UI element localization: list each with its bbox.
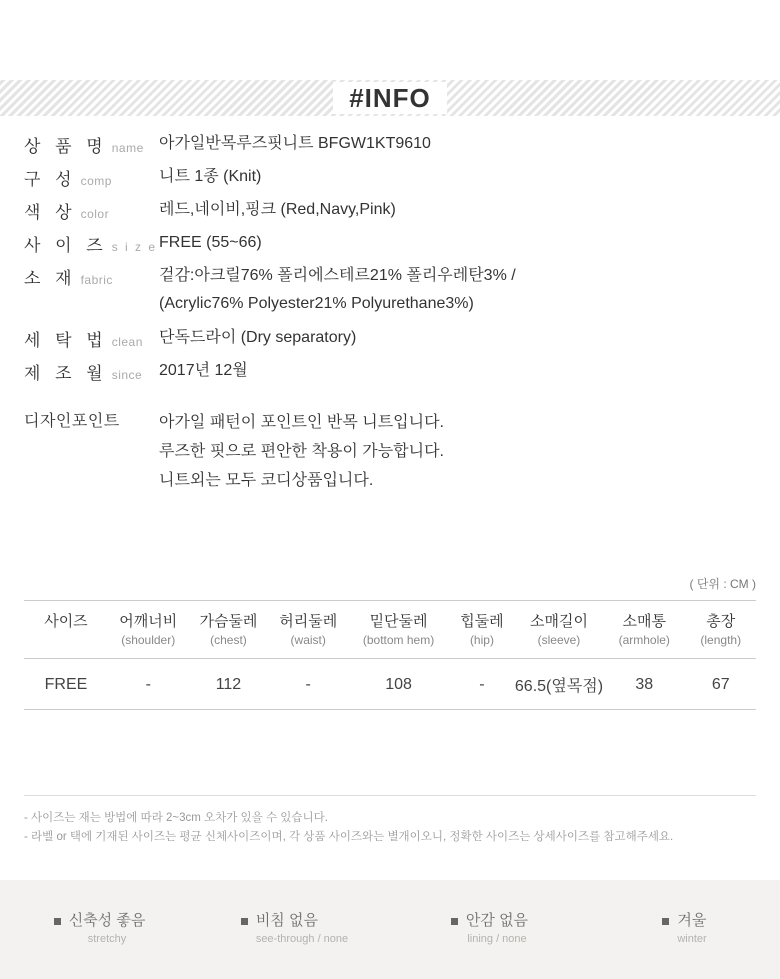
spec-row-fabric [24,264,756,316]
spec-label [24,198,159,223]
feature-text [466,911,528,948]
spec-value-sub: (Acrylic76% Polyester21% Polyurethane3%) [159,295,474,312]
spec-label-en: since [111,368,143,382]
feature-item-see-through [195,911,390,948]
table-col-ko: 사이즈 [44,613,88,630]
design-point-line: 루즈한 핏으로 편안한 착용이 가능합니다. [159,443,444,460]
spec-value: 니트 1종 (Knit) [159,168,262,185]
spec-value: 레드,네이비,핑크 (Red,Navy,Pink) [159,201,396,218]
spec-value: 단독드라이 (Dry separatory) [159,329,357,346]
feature-bar [0,880,780,979]
table-col-en: (length) [700,633,742,647]
table-row [24,659,756,710]
feature-label-ko: 안감 없음 [465,912,529,929]
spec-label-ko: 제 조 월 [24,364,108,383]
square-bullet-icon [54,918,61,925]
feature-label-en: lining / none [467,933,527,945]
spec-label [24,326,159,351]
spec-value-wrap [159,198,396,222]
feature-label-en: see-through / none [255,933,349,945]
spec-label-ko: 사 이 즈 [24,236,108,255]
spec-label-ko: 색 상 [24,203,77,222]
spec-label-en: s i z e [111,240,158,254]
spec-value-wrap [159,326,356,350]
feature-item-season [585,911,780,948]
table-cell: - [479,675,485,693]
spec-row-size [24,231,756,256]
table-cell: 66.5(옆목점) [514,678,604,695]
feature-text [69,911,146,948]
table-col-ko: 소매통 [622,613,666,630]
table-col-ko: 밑단둘레 [369,613,428,630]
spec-value-wrap [159,165,261,189]
table-col-ko: 어깨너비 [119,613,178,630]
spec-label-en: clean [111,335,143,349]
design-point-line: 니트외는 모두 코디상품입니다. [159,472,374,489]
table-col-ko: 총장 [706,613,736,630]
spec-label [24,132,159,157]
table-cell: FREE [44,675,88,693]
size-table [24,600,756,710]
table-cell: 38 [635,675,654,693]
feature-item-stretchy [0,911,195,948]
table-col-armhole [603,601,685,659]
table-col-waist [268,601,348,659]
spec-value: 아가일반목루즈핏니트 BFGW1KT9610 [159,135,431,152]
spec-row-since [24,359,756,384]
size-unit-note: ( 단위 : CM ) [689,577,756,591]
footnotes [24,795,756,847]
feature-label-ko: 겨울 [677,912,707,929]
page-title: #INFO [333,82,447,114]
table-cell: - [145,675,151,693]
spec-value-wrap [159,231,262,255]
design-point-line: 아가일 패턴이 포인트인 반목 니트입니다. [159,414,444,431]
design-point-section [24,408,756,495]
feature-text [256,911,348,948]
spec-label-ko: 세 탁 법 [24,331,108,350]
table-col-size [24,601,108,659]
square-bullet-icon [662,918,669,925]
table-col-ko: 허리둘레 [279,613,338,630]
table-col-ko: 가슴둘레 [199,613,258,630]
table-col-en: (sleeve) [537,633,581,647]
spec-row-comp [24,165,756,190]
info-header-band [0,80,780,116]
table-col-sleeve [515,601,603,659]
design-point-label: 디자인포인트 [24,413,120,430]
spec-value-wrap [159,132,431,156]
table-col-length [685,601,756,659]
spec-label-en: color [80,207,110,221]
spec-label-ko: 구 성 [24,170,77,189]
table-col-hip [449,601,515,659]
table-col-en: (armhole) [618,633,670,647]
table-col-bottom-hem [348,601,449,659]
feature-label-ko: 신축성 좋음 [68,912,146,929]
spec-label-en: comp [80,174,112,188]
spec-row-name [24,132,756,157]
spec-value-wrap [159,359,248,383]
product-spec-list [24,132,756,392]
spec-row-color [24,198,756,223]
table-col-en: (bottom hem) [362,633,435,647]
feature-label-en: stretchy [87,933,127,945]
spec-value-wrap [159,264,516,316]
spec-label [24,231,159,256]
spec-value: 2017년 12월 [159,362,248,379]
table-col-chest [189,601,269,659]
spec-label [24,264,159,289]
spec-label-ko: 상 품 명 [24,137,108,156]
square-bullet-icon [241,918,248,925]
spec-row-clean [24,326,756,351]
table-cell: - [305,675,311,693]
spec-label [24,359,159,384]
spec-value: 겉감:아크릴76% 폴리에스테르21% 폴리우레탄3% / [159,267,516,284]
table-col-shoulder [108,601,189,659]
spec-label-en: name [111,141,144,155]
table-col-en: (chest) [210,633,247,647]
spec-label-en: fabric [80,273,113,287]
table-cell: 112 [215,675,242,693]
table-col-en: (waist) [290,633,326,647]
table-col-ko: 힙둘레 [460,613,504,630]
spec-label [24,165,159,190]
table-header-row [24,601,756,659]
table-col-ko: 소매길이 [529,613,588,630]
feature-label-en: winter [677,933,707,945]
spec-value: FREE (55~66) [159,234,262,251]
feature-label-ko: 비침 없음 [255,912,318,929]
table-col-en: (shoulder) [121,633,176,647]
spec-label-ko: 소 재 [24,269,77,288]
feature-item-lining [390,911,585,948]
table-cell: 67 [711,675,730,693]
square-bullet-icon [451,918,458,925]
design-point-lines [159,408,444,495]
table-cell: 108 [385,675,412,693]
feature-text [677,911,706,948]
footnote-item: - 사이즈는 재는 방법에 따라 2~3cm 오차가 있을 수 있습니다. [24,812,328,824]
footnote-item: - 라벨 or 택에 기재된 사이즈는 평균 신체사이즈이며, 각 상품 사이즈와는 별개이오니, 정확한 사이즈는 상세사이즈를 참고해주세요. [24,831,674,843]
table-col-en: (hip) [469,633,494,647]
